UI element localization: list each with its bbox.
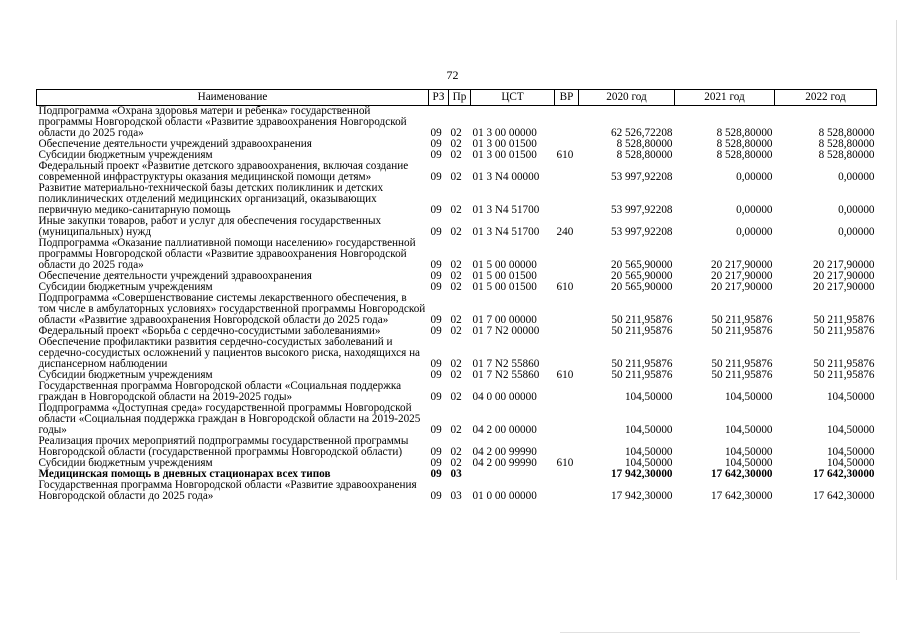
row-cst: 01 5 00 01500 xyxy=(472,270,537,282)
row-2022: 8 528,80000 xyxy=(818,127,875,139)
row-vr xyxy=(555,238,579,271)
row-name: Обеспечение деятельности учреждений здравоохранения xyxy=(38,138,312,150)
row-rz: 09 xyxy=(430,138,442,150)
row-pr: 02 xyxy=(450,325,462,337)
row-2021: 20 217,90000 xyxy=(710,259,773,271)
row-vr xyxy=(555,183,579,216)
row-pr: 02 xyxy=(450,369,462,381)
row-vr: 610 xyxy=(556,457,574,469)
row-2022: 104,50000 xyxy=(826,446,875,458)
row-name: Субсидии бюджетным учреждениям xyxy=(38,457,213,469)
row-cst: 01 3 00 00000 xyxy=(472,127,537,139)
row-vr xyxy=(555,161,579,183)
row-2022: 50 211,95876 xyxy=(813,314,875,326)
header-cst: ЦСТ xyxy=(471,90,555,106)
row-name: Подпрограмма «Совершенствование системы лекарственного обеспечения, в том числе в амбулаторных условиях» государственной программы Новгородской области «Развитие здравоохранения Новгородской области до 2025 года» xyxy=(38,292,426,326)
row-cst: 01 3 00 01500 xyxy=(472,138,537,150)
row-pr: 02 xyxy=(450,204,462,216)
row-2021: 104,50000 xyxy=(724,424,773,436)
row-2022: 20 217,90000 xyxy=(812,270,875,282)
scan-edge-mark xyxy=(896,20,897,580)
row-vr xyxy=(555,337,579,370)
row-cst: 04 2 00 99990 xyxy=(472,457,537,469)
row-2020: 50 211,95876 xyxy=(611,325,673,337)
row-cst: 04 2 00 99990 xyxy=(472,446,537,458)
row-name: Государственная программа Новгородской области «Развитие здравоохранения Новгородской области до 2025 года» xyxy=(38,479,417,502)
row-2022: 104,50000 xyxy=(826,424,875,436)
row-cst: 01 5 00 00000 xyxy=(472,259,537,271)
row-2020: 20 565,90000 xyxy=(610,259,673,271)
row-2022: 20 217,90000 xyxy=(812,259,875,271)
row-vr: 240 xyxy=(556,226,574,238)
row-2021: 50 211,95876 xyxy=(711,369,773,381)
row-name: Развитие материально-технической базы детских поликлиник и детских поликлинических отделений медицинских организаций, оказывающих первичную медико-санитарную помощь xyxy=(38,182,384,216)
row-2020: 53 997,92208 xyxy=(610,171,673,183)
row-pr: 02 xyxy=(450,446,462,458)
header-2020: 2020 год xyxy=(579,90,675,106)
row-vr: 610 xyxy=(556,149,574,161)
header-pr: Пр xyxy=(449,90,471,106)
row-name: Субсидии бюджетным учреждениям xyxy=(38,281,213,293)
row-name: Подпрограмма «Охрана здоровья матери и ребенка» государственной программы Новгородской области «Развитие здравоохранения Новгородской области до 2025 года» xyxy=(38,105,407,139)
row-vr: 610 xyxy=(556,369,574,381)
row-name: Подпрограмма «Оказание паллиативной помощи населению» государственной программы Новгородской области «Развитие здравоохранения Новгородской области до 2025 года» xyxy=(38,237,416,271)
row-2021: 50 211,95876 xyxy=(711,358,773,370)
row-rz: 09 xyxy=(430,446,442,458)
row-name: Обеспечение деятельности учреждений здравоохранения xyxy=(38,270,312,282)
table-row xyxy=(37,216,877,238)
row-rz: 09 xyxy=(430,314,442,326)
row-2021: 17 642,30000 xyxy=(710,490,773,502)
row-2022: 50 211,95876 xyxy=(813,358,875,370)
row-vr xyxy=(555,106,579,140)
row-2022: 17 642,30000 xyxy=(812,468,875,480)
row-pr: 02 xyxy=(450,391,462,403)
row-2020: 104,50000 xyxy=(624,424,673,436)
header-name: Наименование xyxy=(37,90,429,106)
row-cst: 01 5 00 01500 xyxy=(472,281,537,293)
header-rz: РЗ xyxy=(429,90,449,106)
row-cst: 01 3 00 01500 xyxy=(472,149,537,161)
row-2021: 8 528,80000 xyxy=(716,127,773,139)
row-cst: 01 0 00 00000 xyxy=(472,490,537,502)
row-cst: 01 3 N4 00000 xyxy=(472,171,540,183)
page-number: 72 xyxy=(446,68,459,82)
row-rz: 09 xyxy=(430,259,442,271)
row-name: Реализация прочих мероприятий подпрограммы государственной программы Новгородской области (государственной программы Новгородской области) xyxy=(38,435,409,458)
row-2021: 0,00000 xyxy=(736,204,773,216)
row-2021: 8 528,80000 xyxy=(716,138,773,150)
header-2022: 2022 год xyxy=(775,90,877,106)
row-pr: 02 xyxy=(450,127,462,139)
row-pr: 02 xyxy=(450,149,462,161)
row-2022: 0,00000 xyxy=(838,226,875,238)
row-pr: 02 xyxy=(450,259,462,271)
row-name: Субсидии бюджетным учреждениям xyxy=(38,369,213,381)
row-2020: 17 942,30000 xyxy=(610,468,673,480)
row-2021: 0,00000 xyxy=(736,226,773,238)
row-rz: 09 xyxy=(430,369,442,381)
row-2022: 50 211,95876 xyxy=(813,325,875,337)
row-rz: 09 xyxy=(430,424,442,436)
row-pr: 02 xyxy=(450,358,462,370)
table-header-row xyxy=(37,90,877,106)
row-2020: 50 211,95876 xyxy=(611,369,673,381)
row-cst: 01 3 N4 51700 xyxy=(472,226,540,238)
row-vr xyxy=(555,293,579,326)
table-row xyxy=(37,381,877,403)
row-name: Обеспечение профилактики развития сердечно-сосудистых заболеваний и сердечно-сосудистых осложнений у пациентов высокого риска, находящихся на диспансерном наблюдении xyxy=(38,336,421,370)
row-pr: 02 xyxy=(450,281,462,293)
row-2020: 8 528,80000 xyxy=(616,138,673,150)
row-rz: 09 xyxy=(430,325,442,337)
table-row xyxy=(37,337,877,370)
row-2021: 104,50000 xyxy=(724,446,773,458)
row-pr: 02 xyxy=(450,226,462,238)
row-name: Федеральный проект «Развитие детского здравоохранения, включая создание современной инфраструктуры оказания медицинской помощи детям» xyxy=(38,160,409,183)
row-2020: 17 942,30000 xyxy=(610,490,673,502)
row-rz: 09 xyxy=(430,358,442,370)
row-rz: 09 xyxy=(430,391,442,403)
row-cst: 04 2 00 00000 xyxy=(472,424,537,436)
header-2021: 2021 год xyxy=(675,90,775,106)
row-2021: 17 642,30000 xyxy=(710,468,773,480)
row-2021: 20 217,90000 xyxy=(710,270,773,282)
row-2022: 17 642,30000 xyxy=(812,490,875,502)
row-cst: 01 3 N4 51700 xyxy=(472,204,540,216)
row-name: Медицинская помощь в дневных стационарах всех типов xyxy=(38,468,331,480)
row-2022: 0,00000 xyxy=(838,204,875,216)
table-row xyxy=(37,106,877,140)
row-cst: 04 0 00 00000 xyxy=(472,391,537,403)
row-vr xyxy=(555,480,579,502)
row-rz: 09 xyxy=(430,457,442,469)
row-rz: 09 xyxy=(430,270,442,282)
row-2020: 20 565,90000 xyxy=(610,281,673,293)
row-cst: 01 7 00 00000 xyxy=(472,314,537,326)
row-rz: 09 xyxy=(430,149,442,161)
row-rz: 09 xyxy=(430,490,442,502)
table-row xyxy=(37,403,877,436)
row-2020: 20 565,90000 xyxy=(610,270,673,282)
row-pr: 02 xyxy=(450,138,462,150)
header-vr: ВР xyxy=(555,90,579,106)
row-rz: 09 xyxy=(430,204,442,216)
row-2020: 104,50000 xyxy=(624,446,673,458)
row-rz: 09 xyxy=(430,281,442,293)
table-row xyxy=(37,480,877,502)
row-cst: 01 7 N2 55860 xyxy=(472,358,540,370)
budget-table xyxy=(36,89,877,502)
table-row xyxy=(37,161,877,183)
row-cst xyxy=(471,469,555,480)
row-vr xyxy=(555,326,579,337)
row-2022: 50 211,95876 xyxy=(813,369,875,381)
table-row xyxy=(37,183,877,216)
row-cst: 01 7 N2 55860 xyxy=(472,369,540,381)
table-row xyxy=(37,293,877,326)
row-2021: 104,50000 xyxy=(724,391,773,403)
table-row xyxy=(37,238,877,271)
row-vr xyxy=(555,381,579,403)
row-2020: 104,50000 xyxy=(624,457,673,469)
row-vr xyxy=(555,436,579,458)
row-2020: 50 211,95876 xyxy=(611,314,673,326)
row-2020: 50 211,95876 xyxy=(611,358,673,370)
row-2020: 104,50000 xyxy=(624,391,673,403)
row-name: Федеральный проект «Борьба с сердечно-сосудистыми заболеваниями» xyxy=(38,325,381,337)
row-pr: 02 xyxy=(450,457,462,469)
row-pr: 02 xyxy=(450,314,462,326)
row-2022: 20 217,90000 xyxy=(812,281,875,293)
row-vr: 610 xyxy=(556,281,574,293)
row-2020: 8 528,80000 xyxy=(616,149,673,161)
row-name: Государственная программа Новгородской области «Социальная поддержка граждан в Новгородской области на 2019-2025 годы» xyxy=(38,380,402,403)
row-rz: 09 xyxy=(430,468,442,480)
row-pr: 02 xyxy=(450,171,462,183)
row-2022: 0,00000 xyxy=(838,171,875,183)
row-2020: 62 526,72208 xyxy=(610,127,673,139)
row-2021: 50 211,95876 xyxy=(711,325,773,337)
row-2021: 8 528,80000 xyxy=(716,149,773,161)
row-2021: 0,00000 xyxy=(736,171,773,183)
row-2021: 20 217,90000 xyxy=(710,281,773,293)
row-vr xyxy=(555,403,579,436)
scan-bottom-mark xyxy=(560,632,860,633)
row-2022: 8 528,80000 xyxy=(818,138,875,150)
row-2021: 50 211,95876 xyxy=(711,314,773,326)
row-rz: 09 xyxy=(430,226,442,238)
table-row xyxy=(37,436,877,458)
row-2021: 104,50000 xyxy=(724,457,773,469)
row-2020: 53 997,92208 xyxy=(610,204,673,216)
row-pr: 03 xyxy=(450,490,462,502)
row-cst: 01 7 N2 00000 xyxy=(472,325,540,337)
row-2022: 8 528,80000 xyxy=(818,149,875,161)
row-pr: 03 xyxy=(450,468,462,480)
row-name: Подпрограмма «Доступная среда» государственной программы Новгородской области «Социальная поддержка граждан в Новгородской области на 2019-2025 годы» xyxy=(38,402,421,436)
row-rz: 09 xyxy=(430,171,442,183)
row-vr xyxy=(555,469,579,480)
row-name: Иные закупки товаров, работ и услуг для обеспечения государственных (муниципальных) нужд xyxy=(38,215,382,238)
row-2020: 53 997,92208 xyxy=(610,226,673,238)
row-pr: 02 xyxy=(450,270,462,282)
row-2022: 104,50000 xyxy=(826,457,875,469)
table-body xyxy=(37,106,877,503)
row-pr: 02 xyxy=(450,424,462,436)
row-2022: 104,50000 xyxy=(826,391,875,403)
row-name: Субсидии бюджетным учреждениям xyxy=(38,149,213,161)
row-rz: 09 xyxy=(430,127,442,139)
